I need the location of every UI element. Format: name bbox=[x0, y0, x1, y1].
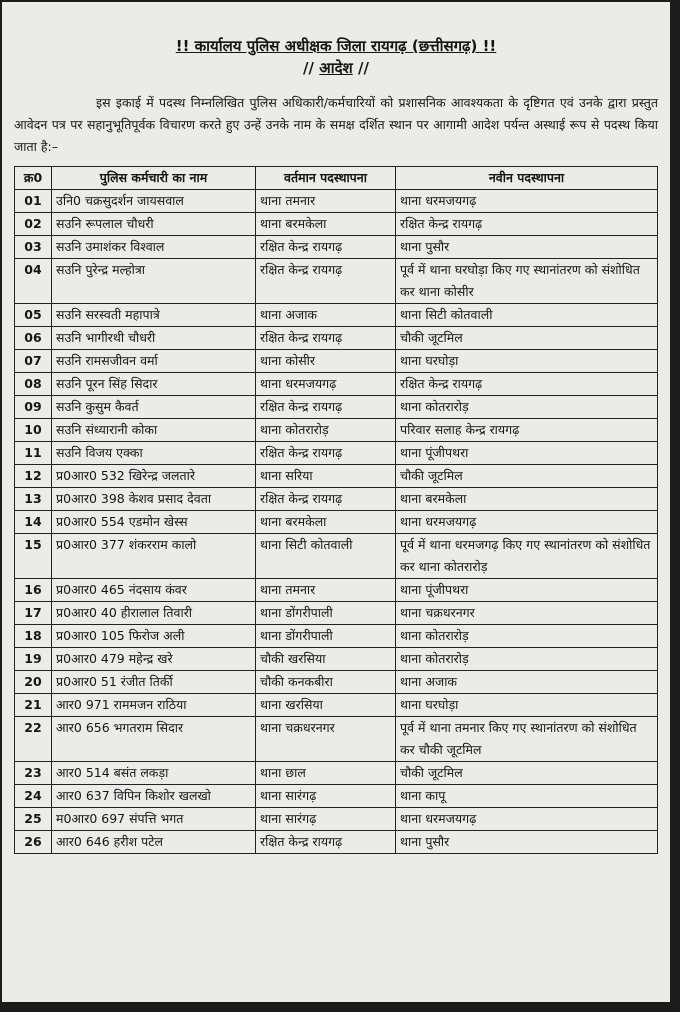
table-row bbox=[15, 717, 658, 762]
cell-serial: 03 bbox=[15, 236, 52, 259]
header-name: पुलिस कर्मचारी का नाम bbox=[52, 167, 256, 190]
cell-new-posting: थाना घरघोड़ा bbox=[396, 350, 658, 373]
cell-current-posting: रक्षित केन्द्र रायगढ़ bbox=[256, 327, 396, 350]
cell-serial: 05 bbox=[15, 304, 52, 327]
table-row bbox=[15, 488, 658, 511]
cell-current-posting: थाना अजाक bbox=[256, 304, 396, 327]
cell-current-posting: रक्षित केन्द्र रायगढ़ bbox=[256, 259, 396, 304]
cell-current-posting: रक्षित केन्द्र रायगढ़ bbox=[256, 488, 396, 511]
cell-current-posting: रक्षित केन्द्र रायगढ़ bbox=[256, 831, 396, 854]
cell-name: प्र0आर0 398 केशव प्रसाद देवता bbox=[52, 488, 256, 511]
cell-name: आर0 637 विपिन किशोर खलखो bbox=[52, 785, 256, 808]
cell-serial: 04 bbox=[15, 259, 52, 304]
cell-serial: 12 bbox=[15, 465, 52, 488]
intro-paragraph: इस इकाई में पदस्थ निम्नलिखित पुलिस अधिकारी/कर्मचारियों को प्रशासनिक आवश्यकता के दृष्टिगत एवं उनके द्वारा प्रस्तुत आवेदन पत्र पर सहानुभूतिपूर्वक विचारण करते हुए उन्हें उनके नाम के समक्ष दर्शित स्थान पर आगामी आदेश पर्यन्त अस्थाई रूप से पदस्थ किया जाता है:– bbox=[14, 95, 658, 154]
cell-serial: 15 bbox=[15, 534, 52, 579]
cell-name: सउनि विजय एक्का bbox=[52, 442, 256, 465]
cell-name: सउनि उमाशंकर विश्वाल bbox=[52, 236, 256, 259]
cell-serial: 23 bbox=[15, 762, 52, 785]
cell-serial: 25 bbox=[15, 808, 52, 831]
table-row bbox=[15, 190, 658, 213]
cell-new-posting: थाना कोतरारोड़ bbox=[396, 648, 658, 671]
cell-current-posting: रक्षित केन्द्र रायगढ़ bbox=[256, 442, 396, 465]
table-row bbox=[15, 694, 658, 717]
cell-new-posting: थाना कापू bbox=[396, 785, 658, 808]
cell-current-posting: थाना खरसिया bbox=[256, 694, 396, 717]
table-row bbox=[15, 419, 658, 442]
table-row bbox=[15, 625, 658, 648]
cell-current-posting: थाना डोंगरीपाली bbox=[256, 602, 396, 625]
table-row bbox=[15, 671, 658, 694]
cell-new-posting: रक्षित केन्द्र रायगढ़ bbox=[396, 373, 658, 396]
table-row bbox=[15, 373, 658, 396]
cell-name: प्र0आर0 479 महेन्द्र खरे bbox=[52, 648, 256, 671]
table-row bbox=[15, 762, 658, 785]
cell-name: आर0 646 हरीश पटेल bbox=[52, 831, 256, 854]
table-row bbox=[15, 442, 658, 465]
cell-name: प्र0आर0 465 नंदसाय कंवर bbox=[52, 579, 256, 602]
table-row bbox=[15, 808, 658, 831]
cell-name: आर0 514 बसंत लकड़ा bbox=[52, 762, 256, 785]
cell-new-posting: थाना कोतरारोड़ bbox=[396, 396, 658, 419]
table-row bbox=[15, 396, 658, 419]
table-row bbox=[15, 236, 658, 259]
order-heading bbox=[14, 58, 658, 78]
cell-serial: 13 bbox=[15, 488, 52, 511]
table-row bbox=[15, 259, 658, 304]
cell-current-posting: थाना सारंगढ़ bbox=[256, 785, 396, 808]
order-word: आदेश bbox=[319, 59, 353, 77]
table-row bbox=[15, 534, 658, 579]
cell-new-posting: रक्षित केन्द्र रायगढ़ bbox=[396, 213, 658, 236]
cell-current-posting: रक्षित केन्द्र रायगढ़ bbox=[256, 396, 396, 419]
cell-serial: 22 bbox=[15, 717, 52, 762]
table-row bbox=[15, 579, 658, 602]
table-row bbox=[15, 648, 658, 671]
table-row bbox=[15, 831, 658, 854]
header-current-posting: वर्तमान पदस्थापना bbox=[256, 167, 396, 190]
cell-name: आर0 971 राममजन राठिया bbox=[52, 694, 256, 717]
cell-serial: 06 bbox=[15, 327, 52, 350]
cell-current-posting: चौकी कनकबीरा bbox=[256, 671, 396, 694]
header-new-posting: नवीन पदस्थापना bbox=[396, 167, 658, 190]
cell-serial: 14 bbox=[15, 511, 52, 534]
cell-new-posting: परिवार सलाह केन्द्र रायगढ़ bbox=[396, 419, 658, 442]
cell-new-posting: थाना पूंजीपथरा bbox=[396, 442, 658, 465]
cell-new-posting: पूर्व में थाना धरमजगढ़ किए गए स्थानांतरण को संशोधित कर थाना कोतरारोड़ bbox=[396, 534, 658, 579]
cell-new-posting: पूर्व में थाना घरघोड़ा किए गए स्थानांतरण को संशोधित कर थाना कोसीर bbox=[396, 259, 658, 304]
cell-current-posting: थाना चक्रधरनगर bbox=[256, 717, 396, 762]
cell-current-posting: थाना तमनार bbox=[256, 190, 396, 213]
cell-serial: 10 bbox=[15, 419, 52, 442]
order-slashes-left: // bbox=[303, 59, 315, 77]
table-row bbox=[15, 213, 658, 236]
cell-serial: 11 bbox=[15, 442, 52, 465]
cell-new-posting: थाना धरमजयगढ़ bbox=[396, 511, 658, 534]
cell-new-posting: थाना पूंजीपथरा bbox=[396, 579, 658, 602]
cell-name: सउनि सरस्वती महापात्रे bbox=[52, 304, 256, 327]
cell-name: प्र0आर0 554 एडमोन खेस्स bbox=[52, 511, 256, 534]
table-row bbox=[15, 465, 658, 488]
cell-current-posting: थाना सिटी कोतवाली bbox=[256, 534, 396, 579]
cell-name: सउनि कुसुम कैवर्त bbox=[52, 396, 256, 419]
cell-new-posting: चौकी जूटमिल bbox=[396, 465, 658, 488]
cell-current-posting: चौकी खरसिया bbox=[256, 648, 396, 671]
cell-serial: 09 bbox=[15, 396, 52, 419]
cell-serial: 16 bbox=[15, 579, 52, 602]
cell-name: सउनि भागीरथी चौधरी bbox=[52, 327, 256, 350]
cell-new-posting: पूर्व में थाना तमनार किए गए स्थानांतरण को संशोधित कर चौकी जूटमिल bbox=[396, 717, 658, 762]
cell-serial: 07 bbox=[15, 350, 52, 373]
cell-name: सउनि पूरन सिंह सिदार bbox=[52, 373, 256, 396]
cell-new-posting: थाना पुसौर bbox=[396, 831, 658, 854]
table-row bbox=[15, 327, 658, 350]
document-page bbox=[2, 2, 670, 1002]
cell-current-posting: थाना कोसीर bbox=[256, 350, 396, 373]
cell-new-posting: थाना कोतरारोड़ bbox=[396, 625, 658, 648]
cell-serial: 26 bbox=[15, 831, 52, 854]
cell-serial: 21 bbox=[15, 694, 52, 717]
cell-new-posting: थाना धरमजयगढ़ bbox=[396, 808, 658, 831]
cell-new-posting: थाना अजाक bbox=[396, 671, 658, 694]
cell-serial: 17 bbox=[15, 602, 52, 625]
cell-name: म0आर0 697 संपत्ति भगत bbox=[52, 808, 256, 831]
cell-name: प्र0आर0 377 शंकरराम कालो bbox=[52, 534, 256, 579]
cell-serial: 19 bbox=[15, 648, 52, 671]
cell-name: प्र0आर0 532 खिरेन्द्र जलतारे bbox=[52, 465, 256, 488]
cell-serial: 01 bbox=[15, 190, 52, 213]
cell-current-posting: थाना सारंगढ़ bbox=[256, 808, 396, 831]
cell-current-posting: थाना बरमकेला bbox=[256, 511, 396, 534]
cell-serial: 08 bbox=[15, 373, 52, 396]
table-row bbox=[15, 304, 658, 327]
table-row bbox=[15, 511, 658, 534]
cell-name: प्र0आर0 105 फिरोज अली bbox=[52, 625, 256, 648]
cell-serial: 24 bbox=[15, 785, 52, 808]
cell-current-posting: थाना छाल bbox=[256, 762, 396, 785]
cell-current-posting: थाना कोतरारोड़ bbox=[256, 419, 396, 442]
cell-serial: 20 bbox=[15, 671, 52, 694]
cell-name: सउनि रामसजीवन वर्मा bbox=[52, 350, 256, 373]
table-row bbox=[15, 350, 658, 373]
cell-new-posting: थाना बरमकेला bbox=[396, 488, 658, 511]
order-slashes-right: // bbox=[357, 59, 369, 77]
cell-name: सउनि संध्यारानी कोका bbox=[52, 419, 256, 442]
cell-current-posting: थाना डोंगरीपाली bbox=[256, 625, 396, 648]
cell-new-posting: थाना सिटी कोतवाली bbox=[396, 304, 658, 327]
cell-current-posting: थाना सरिया bbox=[256, 465, 396, 488]
cell-name: प्र0आर0 40 हीरालाल तिवारी bbox=[52, 602, 256, 625]
office-title: !! कार्यालय पुलिस अधीक्षक जिला रायगढ़ (छत्तीसगढ़) !! bbox=[175, 37, 497, 55]
cell-name: सउनि पुरेन्द्र मल्होत्रा bbox=[52, 259, 256, 304]
cell-serial: 02 bbox=[15, 213, 52, 236]
cell-current-posting: रक्षित केन्द्र रायगढ़ bbox=[256, 236, 396, 259]
cell-name: सउनि रूपलाल चौधरी bbox=[52, 213, 256, 236]
cell-new-posting: चौकी जूटमिल bbox=[396, 327, 658, 350]
cell-name: उनि0 चक्रसुदर्शन जायसवाल bbox=[52, 190, 256, 213]
cell-new-posting: थाना चक्रधरनगर bbox=[396, 602, 658, 625]
cell-current-posting: थाना धरमजयगढ़ bbox=[256, 373, 396, 396]
transfer-table bbox=[14, 166, 658, 854]
table-body bbox=[15, 190, 658, 854]
cell-new-posting: थाना धरमजयगढ़ bbox=[396, 190, 658, 213]
cell-new-posting: थाना घरघोड़ा bbox=[396, 694, 658, 717]
cell-current-posting: थाना तमनार bbox=[256, 579, 396, 602]
table-header-row bbox=[15, 167, 658, 190]
cell-new-posting: थाना पुसौर bbox=[396, 236, 658, 259]
cell-new-posting: चौकी जूटमिल bbox=[396, 762, 658, 785]
cell-serial: 18 bbox=[15, 625, 52, 648]
header-serial: क्र0 bbox=[15, 167, 52, 190]
cell-current-posting: थाना बरमकेला bbox=[256, 213, 396, 236]
table-row bbox=[15, 785, 658, 808]
cell-name: आर0 656 भगतराम सिदार bbox=[52, 717, 256, 762]
table-row bbox=[15, 602, 658, 625]
cell-name: प्र0आर0 51 रंजीत तिर्की bbox=[52, 671, 256, 694]
